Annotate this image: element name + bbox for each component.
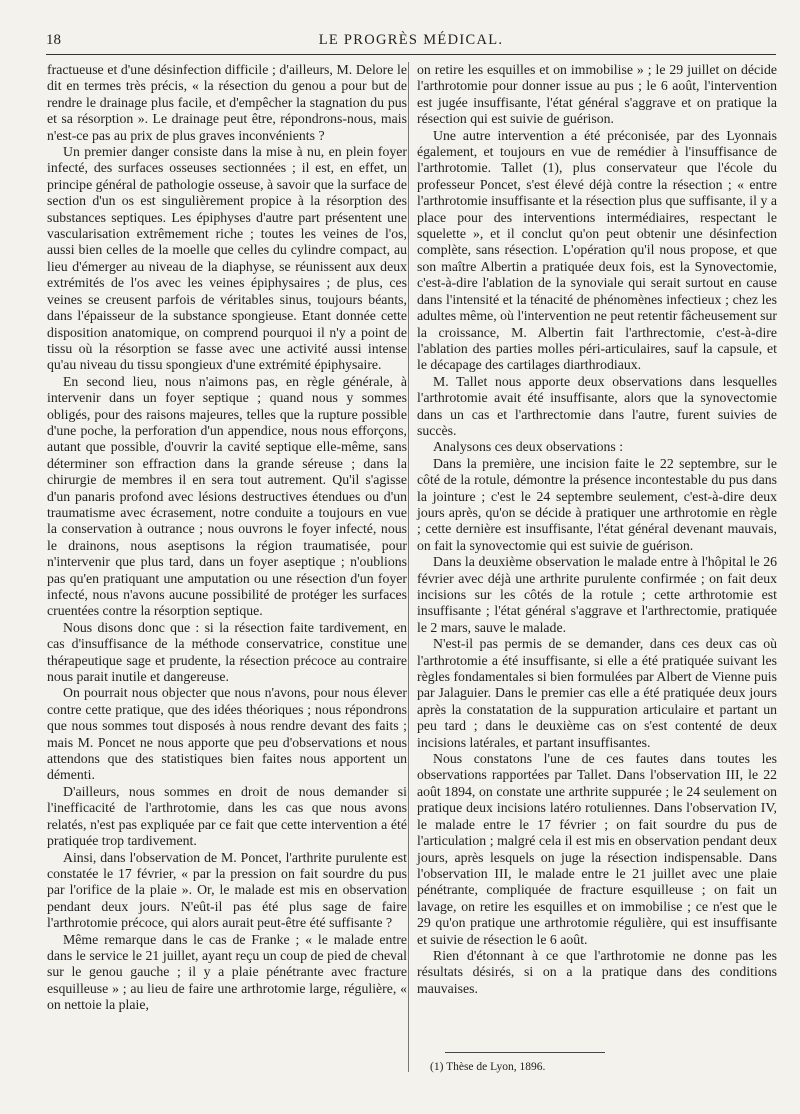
paragraph: M. Tallet nous apporte deux observations dans lesquelles l'arthrotomie avait été insuffisante, alors que la synovectomie dans un cas et l'arthrectomie dans l'autre, furent suivies de succès. — [417, 373, 777, 438]
paragraph: D'ailleurs, nous sommes en droit de nous demander si l'inefficacité de l'arthrotomie, dans les cas que nous avons relatés, n'est pas expliquée par ce fait que cette intervention a été pratiquée trop tardivement. — [47, 783, 407, 849]
paragraph: Dans la deuxième observation le malade entre à l'hôpital le 26 février avec déjà une arthrite purulente confirmée ; on fait deux incisions sur les côtés de la rotule ; cette arthrotomie est insuffisante ; l'état général s'aggrave et l'arthrectomie, pratiquée le 2 mars, sauve le malade. — [417, 554, 777, 635]
paragraph: N'est-il pas permis de se demander, dans ces deux cas où l'arthrotomie a été insuffisante, si elle a été pratiquée suivant les règles fondamentales si bien formulées par Albert de Vienne puis par Jalaguier. Dans le premier cas elle a été pratiquée deux jours après la constatation de la suppuration articulaire et partant un peu tard ; dans le deuxième cas on s'est contenté de deux incisions latérales, et partant insuffisantes. — [417, 636, 777, 750]
page-number: 18 — [46, 32, 61, 48]
running-title: LE PROGRÈS MÉDICAL. — [318, 32, 504, 48]
paragraph: Un premier danger consiste dans la mise à nu, en plein foyer infecté, des surfaces osseuses sectionnées ; il est, en effet, un principe général de pathologie osseuse, à savoir que la surface de section d'un os est singulièrement propice à la résorption des substances septiques. Les épiphyses d'autre part présentent une vascularisation extrêmement riche ; toutes les veines de l'os, aussi bien celles de la moelle que celles du cylindre compact, au lieu d'émerger au niveau de la diaphyse, se réunissent aux deux extrémités de l'os avec les veines épiphysaires ; de plus, ces veines se creusent parfois de véritables sinus, toujours béants, dans l'épaisseur de la substance spongieuse. Etant donnée cette disposition anatomique, on comprend pourquoi il n'y a point de tissu où la résorption se fasse avec une activité aussi intense qu'au niveau du tissu spongieux d'une extrémité épiphysaire. — [47, 144, 407, 373]
footnote-rule — [445, 1052, 605, 1053]
paragraph: Une autre intervention a été préconisée, par des Lyonnais également, et toujours en vue de remédier à l'insuffisance de l'arthrotomie. Tallet (1), plus conservateur que l'école du professeur Poncet, s'est élevé déjà contre la résection ; « entre l'arthrotomie insuffisante et la résection plus que suffisante, il y a place pour des interventions intermédiaires, respectant le squelette », et il conclut qu'on peut obtenir une désinfection complète, sans résection. L'opération qu'il nous propose, et que son maître Albertin a pratiquée deux fois, est la Synovectomie, c'est-à-dire l'ablation de la synoviale qui serait surtout en cause dans l'intensité et la ténacité de phénomènes infectieux ; chez les adultes même, où l'intervention ne peut retentir fâcheusement sur la croissance, M. Albertin fait l'arthrectomie, c'est-à-dire l'ablation des parties molles péri-articulaires, sauf la capsule, et le décapage des cartilages diarthrodiaux. — [417, 127, 777, 373]
paragraph: Nous disons donc que : si la résection faite tardivement, en cas d'insuffisance de la méthode conservatrice, constitue une thérapeutique sage et prudente, la résection précoce au contraire nous parait inutile et dangereuse. — [47, 619, 407, 685]
paragraph: On pourrait nous objecter que nous n'avons, pour nous élever contre cette pratique, que des idées théoriques ; nous répondrons que nous sommes tout disposés à nous rendre devant des faits ; mais M. Poncet ne nous apporte que peu d'observations et nous attendons que des statistiques bien faites nous apportent un démenti. — [47, 685, 407, 783]
footnote: (1) Thèse de Lyon, 1896. — [430, 1061, 546, 1073]
paragraph: Dans la première, une incision faite le 22 septembre, sur le côté de la rotule, démontre la présence incontestable du pus dans la jointure ; c'est le 24 septembre seulement, c'est-à-dire deux jours après, qu'on se décide à pratiquer une arthrotomie en règle ; cette dernière est insuffisante, l'état général devenant mauvais, on fait la synovectomie qui est suivie de guérison. — [417, 455, 777, 553]
paragraph: Même remarque dans le cas de Franke ; « le malade entre dans le service le 21 juillet, ayant reçu un coup de pied de cheval sur le genou gauche ; il y a plaie pénétrante avec fracture esquilleuse » ; au lieu de faire une arthrotomie large, régulière, « on nettoie la plaie, — [47, 931, 407, 1013]
paragraph: En second lieu, nous n'aimons pas, en règle générale, à intervenir dans un foyer septique ; quand nous y sommes obligés, pour des raisons majeures, telles que la rupture possible d'une poche, la perforation d'un appendice, nous nous efforçons, autant que possible, d'ouvrir la cavité septique elle-même, sans déterminer son effraction dans la grande séreuse ; dans la chirurgie de membres il en sera tout autrement. Qu'il s'agisse d'un panaris profond avec lésions destructives étendues ou d'un traumatisme avec écrasement, notre conduite a toujours en vue la conservation à outrance ; nous ouvrons le foyer infecté, nous le drainons, nous aseptisons la région traumatisée, pour n'intervenir que plus tard, dans un foyer aseptique ; n'oublions pas qu'en pratiquant une amputation ou une résection d'un foyer infecté, nous n'avons aucune possibilité de protéger les surfaces cruentées contre la résorption septique. — [47, 373, 407, 619]
paragraph: Analysons ces deux observations : — [433, 439, 624, 455]
header-rule — [46, 54, 776, 55]
paragraph: fractueuse et d'une désinfection difficile ; d'ailleurs, M. Delore le dit en termes très précis, « la résection du genou a pour but de rendre le drainage plus facile, et d'empêcher la stagnation du pus et sa résorption ». Le drainage peut être, répondrons-nous, mais n'est-ce pas au prix de plus graves inconvénients ? — [47, 62, 407, 143]
page-header — [46, 30, 776, 52]
paragraph: Rien d'étonnant à ce que l'arthrotomie ne donne pas les résultats désirés, si on a la pratique dans des conditions mauvaises. — [417, 947, 777, 996]
paragraph: Nous constatons l'une de ces fautes dans toutes les observations rapportées par Tallet. Dans l'observation III, le 22 août 1894, on constate une arthrite suppurée ; le 24 seulement on pratique deux incisions latéro rotuliennes. Dans l'observation IV, le malade entre le 17 février ; on fait sourdre du pus de l'articulation ; malgré cela il est mis en observation pendant deux jours, après lesquels on juge la résection indispensable. Dans l'observation III, le malade entre le 21 juillet avec une plaie pénétrante, compliquée de fracture esquilleuse ; on fait un lavage, on retire les esquilles et on immobilise ; ce n'est que le 29 qu'on pratique une arthrotomie régulière, qui est insuffisante et suivie de résection le 6 août. — [417, 751, 777, 947]
paragraph: Ainsi, dans l'observation de M. Poncet, l'arthrite purulente est constatée le 17 février, « par la pression on fait sourdre du pus par l'orifice de la plaie ». Or, le malade est mis en observation pendant deux jours. N'eût-il pas été plus sage de faire l'arthrotomie précoce, qui alors aurait peut-être été suffisante ? — [47, 849, 407, 931]
right-column — [417, 62, 777, 997]
left-column — [47, 62, 407, 1014]
paragraph: on retire les esquilles et on immobilise » ; le 29 juillet on décide l'arthrotomie pour donner issue au pus ; le 6 août, l'intervention est jugée insuffisante, l'état général s'aggrave et on pratique la résection qui est suivie de guérison. — [417, 62, 777, 127]
column-divider — [408, 62, 409, 1072]
